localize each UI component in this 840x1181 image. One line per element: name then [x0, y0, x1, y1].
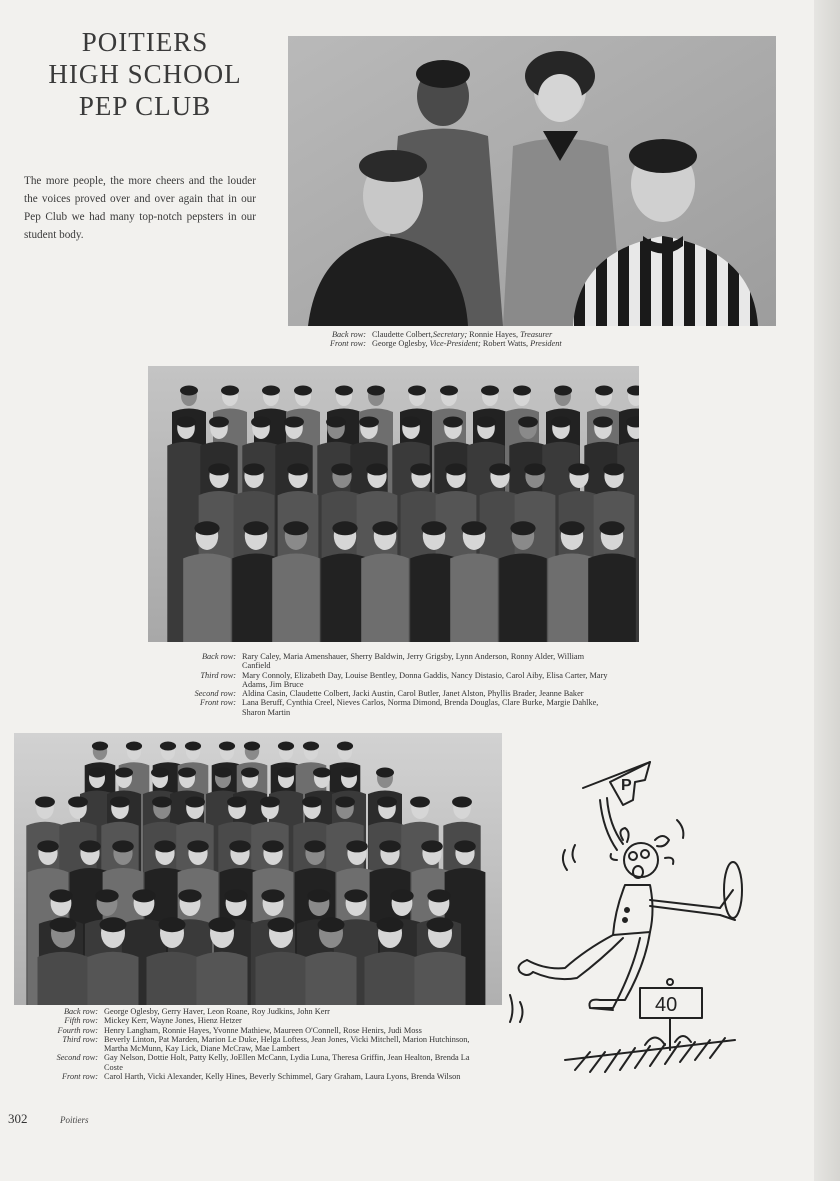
caption-row	[316, 330, 636, 339]
caption-row-label: Second row:	[194, 689, 236, 699]
caption-name: Claudette Colbert,	[372, 330, 433, 339]
caption-row-label: Front row:	[199, 698, 236, 708]
caption-row	[170, 652, 610, 671]
caption-row-label: Third row:	[62, 1034, 98, 1044]
caption-row	[40, 1026, 470, 1035]
caption-row	[170, 698, 610, 717]
caption-name: Ronnie Hayes,	[467, 330, 521, 339]
cartoon-sign-number: 40	[655, 994, 678, 1016]
group-photo-1	[148, 366, 639, 642]
svg-text:P: P	[621, 777, 632, 794]
page-number: 302	[8, 1111, 28, 1126]
caption-role: President	[530, 339, 562, 349]
caption-role: Treasurer	[520, 330, 553, 339]
page-footer-label: Poitiers	[60, 1115, 89, 1125]
caption-row	[40, 1007, 470, 1016]
caption-row-label: Back row:	[331, 330, 366, 339]
caption-row-names: Mary Connoly, Elizabeth Day, Louise Bentley, Donna Gaddis, Nancy Distasio, Carol Aiby, Elisa Carter, Mary Adams, Jim Bruce	[242, 670, 608, 689]
title-line-1: POITIERS	[81, 27, 209, 57]
caption-row	[40, 1072, 470, 1081]
caption-name: Robert Watts,	[480, 339, 531, 349]
caption-role: Secretary;	[432, 330, 468, 339]
page-edge	[814, 0, 840, 1181]
group-photo-2-caption	[40, 1007, 470, 1081]
caption-row-names: Henry Langham, Ronnie Hayes, Yvonne Mathiew, Maureen O'Connell, Rose Henirs, Judi Moss	[104, 1025, 422, 1035]
title-line-2: HIGH SCHOOL	[48, 59, 242, 89]
caption-row	[40, 1016, 470, 1025]
caption-row-names: Aldina Casin, Claudette Colbert, Jacki Austin, Carol Butler, Janet Alston, Phyllis Brader, Jeanne Baker	[242, 689, 584, 699]
caption-row-label: Second row:	[56, 1053, 98, 1063]
caption-row-names: Beverly Linton, Pat Marden, Marion Le Duke, Helga Loftess, Jean Jones, Vicki Mitchell, Marion Hutchinson, Martha McMunn, Kay Lick, Diane McCraw, Mae Lambert	[104, 1034, 470, 1054]
title-line-3: PEP CLUB	[78, 91, 212, 121]
caption-name: George Oglesby,	[372, 339, 430, 349]
caption-row-names: Gay Nelson, Dottie Holt, Patty Kelly, JoEllen McCann, Lydia Luna, Theresa Griffin, Jean Healton, Brenda La Coste	[104, 1053, 470, 1072]
caption-row	[170, 671, 610, 690]
intro-paragraph: The more people, the more cheers and the louder the voices proved over and over again that in our Pep Club we had many top-notch pepsters in our student body.	[24, 175, 256, 241]
cheering-clown-cartoon	[505, 760, 755, 1090]
caption-row-label: Third row:	[200, 670, 236, 680]
caption-row-names: Mickey Kerr, Wayne Jones, Hienz Hetzer	[104, 1016, 242, 1026]
officers-photo	[288, 36, 776, 326]
caption-row-label: Fourth row:	[57, 1025, 98, 1035]
caption-row-label: Front row:	[329, 339, 366, 349]
caption-row-label: Front row:	[61, 1072, 98, 1082]
caption-row-names: Lana Beruff, Cynthia Creel, Nieves Carlos, Norma Dimond, Brenda Douglas, Clare Burke, Margie Dahlke, Sharon Martin	[242, 698, 599, 717]
caption-row-names: Carol Harth, Vicki Alexander, Kelly Hines, Beverly Schimmel, Gary Graham, Laura Lyons, Brenda Wilson	[104, 1072, 461, 1082]
caption-row-names	[372, 339, 636, 348]
caption-role: Vice-President;	[429, 339, 481, 349]
caption-row-label: Fifth row:	[64, 1016, 98, 1026]
caption-row-names: George Oglesby, Gerry Haver, Leon Roane, Roy Judkins, John Kerr	[104, 1007, 330, 1016]
caption-row-label: Back row:	[201, 652, 236, 661]
caption-row-label: Back row:	[63, 1007, 98, 1016]
group-photo-1-caption	[170, 652, 610, 717]
group-photo-2	[14, 733, 502, 1005]
caption-row	[170, 689, 610, 698]
caption-row	[316, 339, 636, 348]
page-title	[30, 26, 260, 122]
officers-caption	[316, 330, 636, 349]
caption-row-names	[372, 330, 636, 339]
caption-row	[40, 1053, 470, 1072]
caption-row	[40, 1035, 470, 1054]
caption-row-names: Rary Caley, Maria Amenshauer, Sherry Baldwin, Jerry Grigsby, Lynn Anderson, Ronny Alder, William Canfield	[242, 652, 585, 671]
